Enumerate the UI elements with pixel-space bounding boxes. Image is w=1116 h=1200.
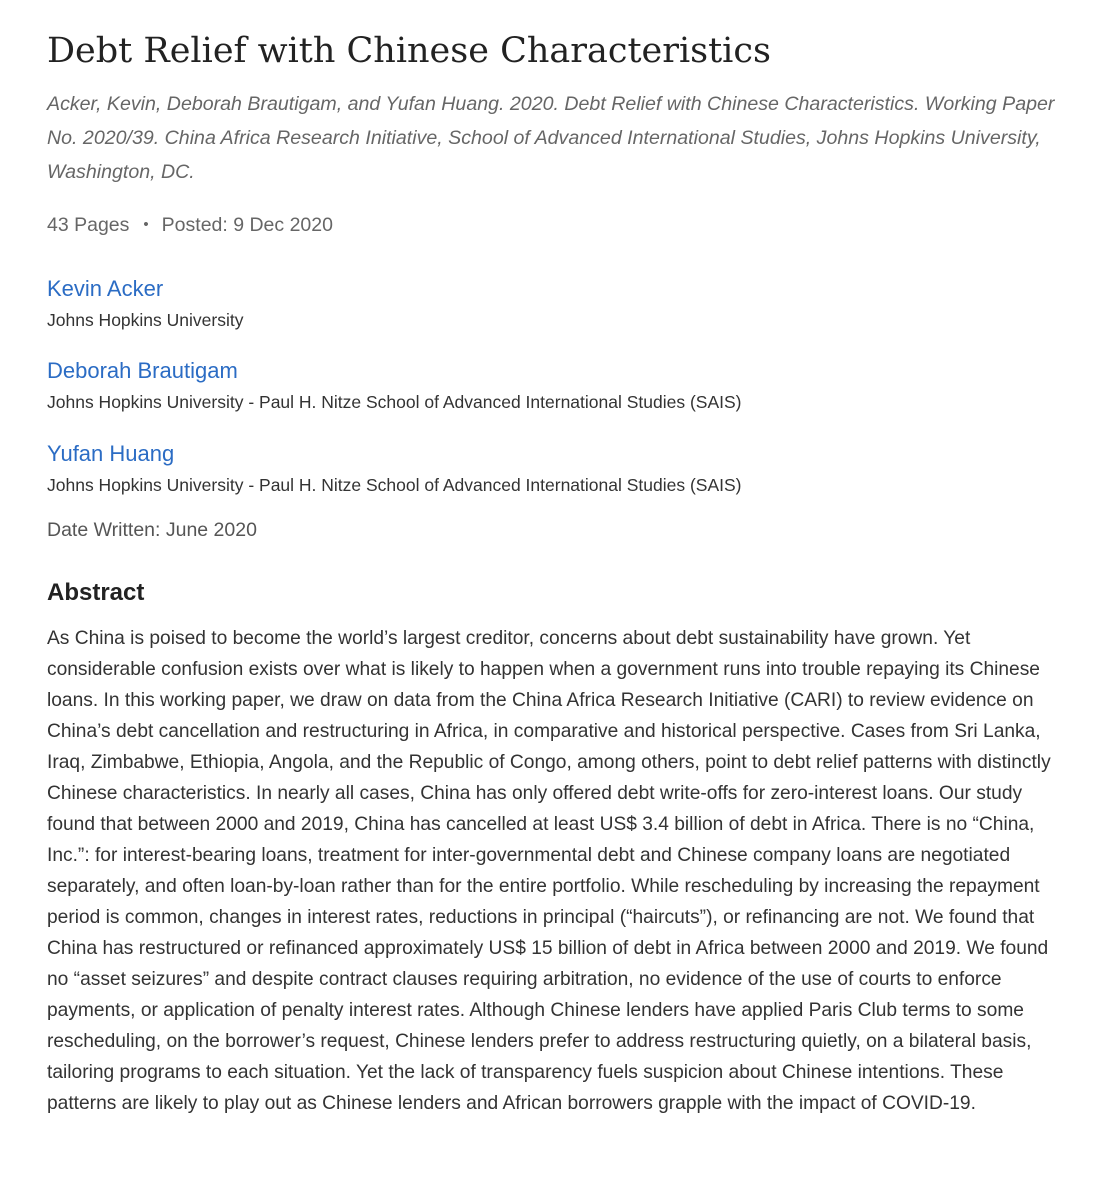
meta-separator: • <box>143 216 149 233</box>
abstract-heading: Abstract <box>47 579 145 606</box>
author-link-kevin-acker[interactable]: Kevin Acker <box>47 276 164 301</box>
author-affiliation: Johns Hopkins University - Paul H. Nitze School of Advanced International Studies (SAIS) <box>47 475 742 495</box>
page-count: 43 Pages <box>47 214 130 236</box>
author-affiliation: Johns Hopkins University <box>47 310 244 330</box>
author-link-yufan-huang[interactable]: Yufan Huang <box>47 441 175 466</box>
posted-date: Posted: 9 Dec 2020 <box>161 214 333 236</box>
author-block <box>47 274 243 332</box>
date-written: Date Written: June 2020 <box>47 519 257 541</box>
author-affiliation: Johns Hopkins University - Paul H. Nitze School of Advanced International Studies (SAIS) <box>47 392 742 412</box>
author-block <box>47 439 742 497</box>
paper-meta <box>47 208 333 244</box>
citation: Acker, Kevin, Deborah Brautigam, and Yufan Huang. 2020. Debt Relief with Chinese Characteristics. Working Paper No. 2020/39. China Africa Research Initiative, School of Advanced International Studies, Johns Hopkins University, Washington, DC. <box>47 93 1055 183</box>
author-link-deborah-brautigam[interactable]: Deborah Brautigam <box>47 358 238 383</box>
abstract-text: As China is poised to become the world’s largest creditor, concerns about debt sustainability have grown. Yet considerable confusion exists over what is likely to happen when a government runs into trouble repaying its Chinese loans. In this working paper, we draw on data from the China Africa Research Initiative (CARI) to review evidence on China’s debt cancellation and restructuring in Africa, in comparative and historical perspective. Cases from Sri Lanka, Iraq, Zimbabwe, Ethiopia, Angola, and the Republic of Congo, among others, point to debt relief patterns with distinctly Chinese characteristics. In nearly all cases, China has only offered debt write-offs for zero-interest loans. Our study found that between 2000 and 2019, China has cancelled at least US$ 3.4 billion of debt in Africa. There is no “China, Inc.”: for interest-bearing loans, treatment for inter-governmental debt and Chinese company loans are negotiated separately, and often loan-by-loan rather than for the entire portfolio. While rescheduling by increasing the repayment period is common, changes in interest rates, reductions in principal (“haircuts”), or refinancing are not. We found that China has restructured or refinanced approximately US$ 15 billion of debt in Africa between 2000 and 2019. We found no “asset seizures” and despite contract clauses requiring arbitration, no evidence of the use of courts to enforce payments, or application of penalty interest rates. Although Chinese lenders have applied Paris Club terms to some rescheduling, on the borrower’s request, Chinese lenders prefer to address restructuring quietly, on a bilateral basis, tailoring programs to each situation. Yet the lack of transparency fuels suspicion about Chinese intentions. These patterns are likely to play out as Chinese lenders and African borrowers grapple with the impact of COVID-19. <box>47 628 1051 1114</box>
author-block <box>47 356 742 414</box>
paper-title: Debt Relief with Chinese Characteristics <box>47 31 771 71</box>
